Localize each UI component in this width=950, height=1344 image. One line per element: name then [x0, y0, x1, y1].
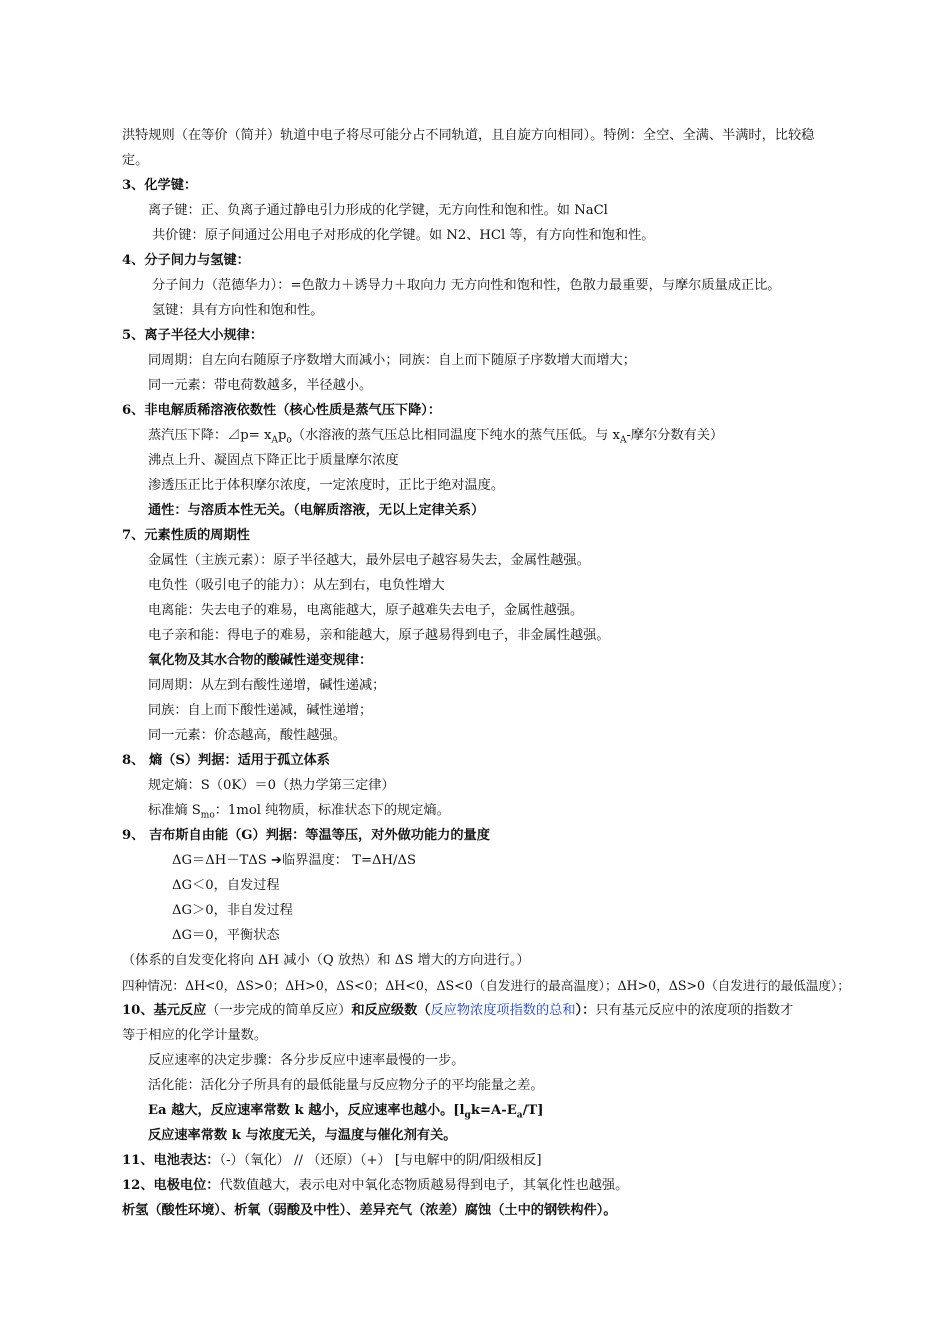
text-run: -摩尔分数有关） [626, 428, 724, 443]
formula-line: ΔG＝0，平衡状态 [172, 928, 280, 943]
bold-line: 氧化物及其水合物的酸碱性递变规律： [148, 653, 373, 668]
text-line: 同族：自上而下酸性递减，碱性递增； [148, 703, 373, 718]
text-line: 金属性（主族元素）：原子半径越大，最外层电子越容易失去，金属性越强。 [148, 553, 590, 568]
text-line: 等于相应的化学计量数。 [122, 1028, 268, 1043]
text-line: 沸点上升、凝固点下降正比于质量摩尔浓度 [148, 453, 399, 468]
subscript: g [464, 1110, 471, 1121]
formula-line: ΔG＜0，自发过程 [172, 878, 280, 893]
subscript: A [619, 435, 627, 446]
text-line: 同周期：从左到右酸性递增，碱性递减； [148, 678, 386, 693]
text-line: 同一元素：带电荷数越多，半径越小。 [148, 378, 373, 393]
text-run: ：1mol 纯物质，标准状态下的规定熵。 [214, 803, 450, 818]
mixed-line [122, 1002, 838, 1020]
text-line: （体系的自发变化将向 ΔH 减小（Q 放热）和 ΔS 增大的方向进行。） [122, 953, 530, 968]
section-heading: 7、元素性质的周期性 [122, 528, 250, 543]
text-line: 电离能：失去电子的难易，电离能越大，原子越难失去电子，金属性越强。 [148, 603, 584, 618]
text-line: 洪特规则（在等价（简并）轨道中电子将尽可能分占不同轨道，且自旋方向相同）。特例：全空、全满、半满时，比较稳 [122, 128, 815, 143]
text-line: 规定熵：S（0K）＝0（热力学第三定律） [148, 778, 395, 793]
text-line: 反应速率的决定步骤：各分步反应中速率最慢的一步。 [148, 1053, 465, 1068]
section-heading: 6、非电解质稀溶液依数性（核心性质是蒸气压下降）： [122, 403, 442, 418]
mixed-line [122, 1152, 838, 1170]
text-line: 同周期：自左向右随原子序数增大而减小；同族：自上而下随原子序数增大而增大； [148, 353, 636, 368]
mixed-line [122, 1177, 838, 1195]
bold-run: 10、基元反应 [122, 1003, 207, 1018]
bold-run: 11、电池表达： [122, 1153, 220, 1168]
text-line: 同一元素：价态越高，酸性越强。 [148, 728, 346, 743]
text-run: （-）（氧化） // （还原）（+） [与电解中的阴/阳级相反] [219, 1153, 542, 1168]
text-run: 只有基元反应中的浓度项的指数才 [595, 1003, 794, 1018]
formula-line: ΔG＝ΔH－TΔS ➔临界温度： T=ΔH/ΔS [172, 853, 417, 868]
highlight-run: 反应物浓度项指数的总和 [430, 1003, 576, 1018]
bold-run: 12、电极电位： [122, 1178, 220, 1193]
section-heading: 4、分子间力与氢键： [122, 253, 250, 268]
subscript: o [286, 435, 292, 446]
text-run: Ea 越大，反应速率常数 k 越小，反应速率也越小。[l [148, 1103, 465, 1118]
text-line: 渗透压正比于体积摩尔浓度，一定浓度时，正比于绝对温度。 [148, 478, 505, 493]
section-heading: 9、 吉布斯自由能（G）判据：等温等压，对外做功能力的量度 [122, 828, 490, 843]
text-run: 代数值越大，表示电对中氧化态物质越易得到电子，其氧化性也越强。 [219, 1178, 629, 1193]
formula-line [148, 802, 838, 820]
bold-run: 和反应级数（ [351, 1003, 431, 1018]
formula-line: ΔG＞0，非自发过程 [172, 903, 293, 918]
text-line: 活化能：活化分子所具有的最低能量与反应物分子的平均能量之差。 [148, 1078, 544, 1093]
text-line: 氢键：具有方向性和饱和性。 [152, 303, 324, 318]
subscript: A [271, 435, 278, 446]
formula-line [148, 427, 838, 445]
bold-line: 通性：与溶质本性无关。（电解质溶液，无以上定律关系） [148, 503, 485, 518]
text-run: k=A-E [470, 1103, 517, 1118]
text-run: 蒸汽压下降：⊿p= x [148, 428, 272, 443]
text-line: 离子键：正、负离子通过静电引力形成的化学键，无方向性和饱和性。如 NaCl [148, 203, 608, 218]
section-heading: 3、化学键： [122, 178, 198, 193]
text-run: （水溶液的蒸气压总比相同温度下纯水的蒸气压低。与 x [291, 428, 620, 443]
text-line: 共价键：原子间通过公用电子对形成的化学键。如 N2、HCl 等，有方向性和饱和性。 [152, 228, 655, 243]
section-heading: 5、离子半径大小规律： [122, 328, 264, 343]
text-run: /T] [522, 1103, 544, 1118]
subscript: a [516, 1110, 523, 1121]
bold-line: 反应速率常数 k 与浓度无关，与温度与催化剂有关。 [148, 1128, 457, 1143]
text-line: 四种情况：ΔH<0，ΔS>0；ΔH>0，ΔS<0；ΔH<0，ΔS<0（自发进行的最高温度）；ΔH>0，ΔS>0（自发进行的最低温度）； [122, 978, 850, 993]
bold-line: 析氢（酸性环境）、析氧（弱酸及中性）、差异充气（浓差）腐蚀（土中的钢铁构件）。 [122, 1203, 617, 1218]
text-line: 定。 [122, 153, 149, 168]
text-line: 分子间力（范德华力）：=色散力＋诱导力＋取向力 无方向性和饱和性，色散力最重要，与摩尔质量成正比。 [152, 278, 781, 293]
text-line: 电子亲和能：得电子的难易，亲和能越大，原子越易得到电子，非金属性越强。 [148, 628, 610, 643]
section-heading: 8、 熵（S）判据：适用于孤立体系 [122, 753, 330, 768]
bold-run: ）： [575, 1003, 596, 1018]
subscript: mo [200, 810, 215, 821]
formula-line [148, 1102, 838, 1120]
text-line: 电负性（吸引电子的能力）：从左到右，电负性增大 [148, 578, 445, 593]
text-run: p [277, 428, 287, 443]
text-run: （一步完成的简单反应） [206, 1003, 352, 1018]
text-run: 标准熵 S [148, 803, 201, 818]
